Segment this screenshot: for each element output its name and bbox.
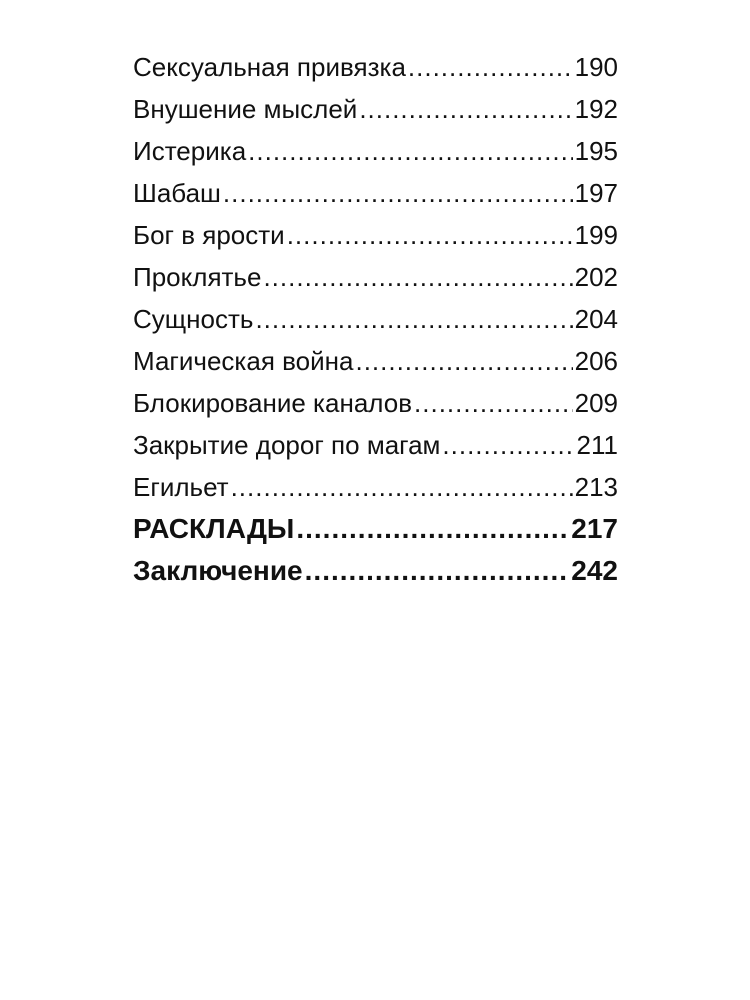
toc-dot-leader: [223, 172, 573, 214]
toc-dot-leader: [255, 298, 572, 340]
toc-entry-title: РАСКЛАДЫ: [133, 513, 295, 544]
toc-entry-title: Шабаш: [133, 178, 221, 208]
toc-entry-title: Внушение мыслей: [133, 94, 358, 124]
toc-dot-leader: [442, 424, 574, 466]
toc-entry-title: Заключение: [133, 555, 303, 586]
toc-entry: [133, 172, 618, 214]
toc-dot-leader: [408, 46, 573, 88]
toc-entry: [133, 424, 618, 466]
toc-entry-title: Егильет: [133, 472, 229, 502]
toc-entry: [133, 88, 618, 130]
toc-dot-leader: [263, 256, 572, 298]
toc-entry-title: Блокирование каналов: [133, 388, 413, 418]
toc-entry-page: 211: [576, 430, 618, 460]
toc-entry-page: 204: [574, 304, 618, 334]
table-of-contents: [133, 46, 618, 592]
toc-entry-page: 209: [574, 388, 618, 418]
toc-dot-leader: [414, 382, 573, 424]
toc-entry-page: 206: [574, 346, 618, 376]
toc-dot-leader: [231, 466, 573, 508]
toc-entry-title: Закрытие дорог по магам: [133, 430, 441, 460]
toc-entry-title: Магическая война: [133, 346, 354, 376]
toc-entry-title: Сущность: [133, 304, 254, 334]
toc-entry-title: Бог в ярости: [133, 220, 285, 250]
toc-entry: [133, 466, 618, 508]
toc-entry-title: Истерика: [133, 136, 247, 166]
toc-entry-title: Проклятье: [133, 262, 262, 292]
toc-entry-page: 242: [571, 555, 618, 586]
toc-entry: [133, 298, 618, 340]
toc-dot-leader: [287, 214, 573, 256]
toc-dot-leader: [359, 88, 572, 130]
toc-entry: [133, 256, 618, 298]
toc-entry: [133, 382, 618, 424]
toc-entry-section: [133, 508, 618, 550]
toc-dot-leader: [355, 340, 572, 382]
toc-entry-section: [133, 550, 618, 592]
toc-entry-page: 190: [574, 52, 618, 82]
toc-entry: [133, 214, 618, 256]
toc-entry-page: 217: [571, 513, 618, 544]
toc-entry-page: 195: [574, 136, 618, 166]
toc-entry-page: 199: [574, 220, 618, 250]
toc-entry: [133, 46, 618, 88]
toc-entry: [133, 130, 618, 172]
toc-entry-title: Сексуальная привязка: [133, 52, 406, 82]
toc-entry-page: 213: [574, 472, 618, 502]
toc-entry-page: 202: [574, 262, 618, 292]
toc-entry: [133, 340, 618, 382]
toc-entry-page: 197: [574, 178, 618, 208]
toc-entry-page: 192: [574, 94, 618, 124]
toc-dot-leader: [305, 550, 570, 592]
toc-dot-leader: [248, 130, 572, 172]
toc-dot-leader: [296, 508, 569, 550]
